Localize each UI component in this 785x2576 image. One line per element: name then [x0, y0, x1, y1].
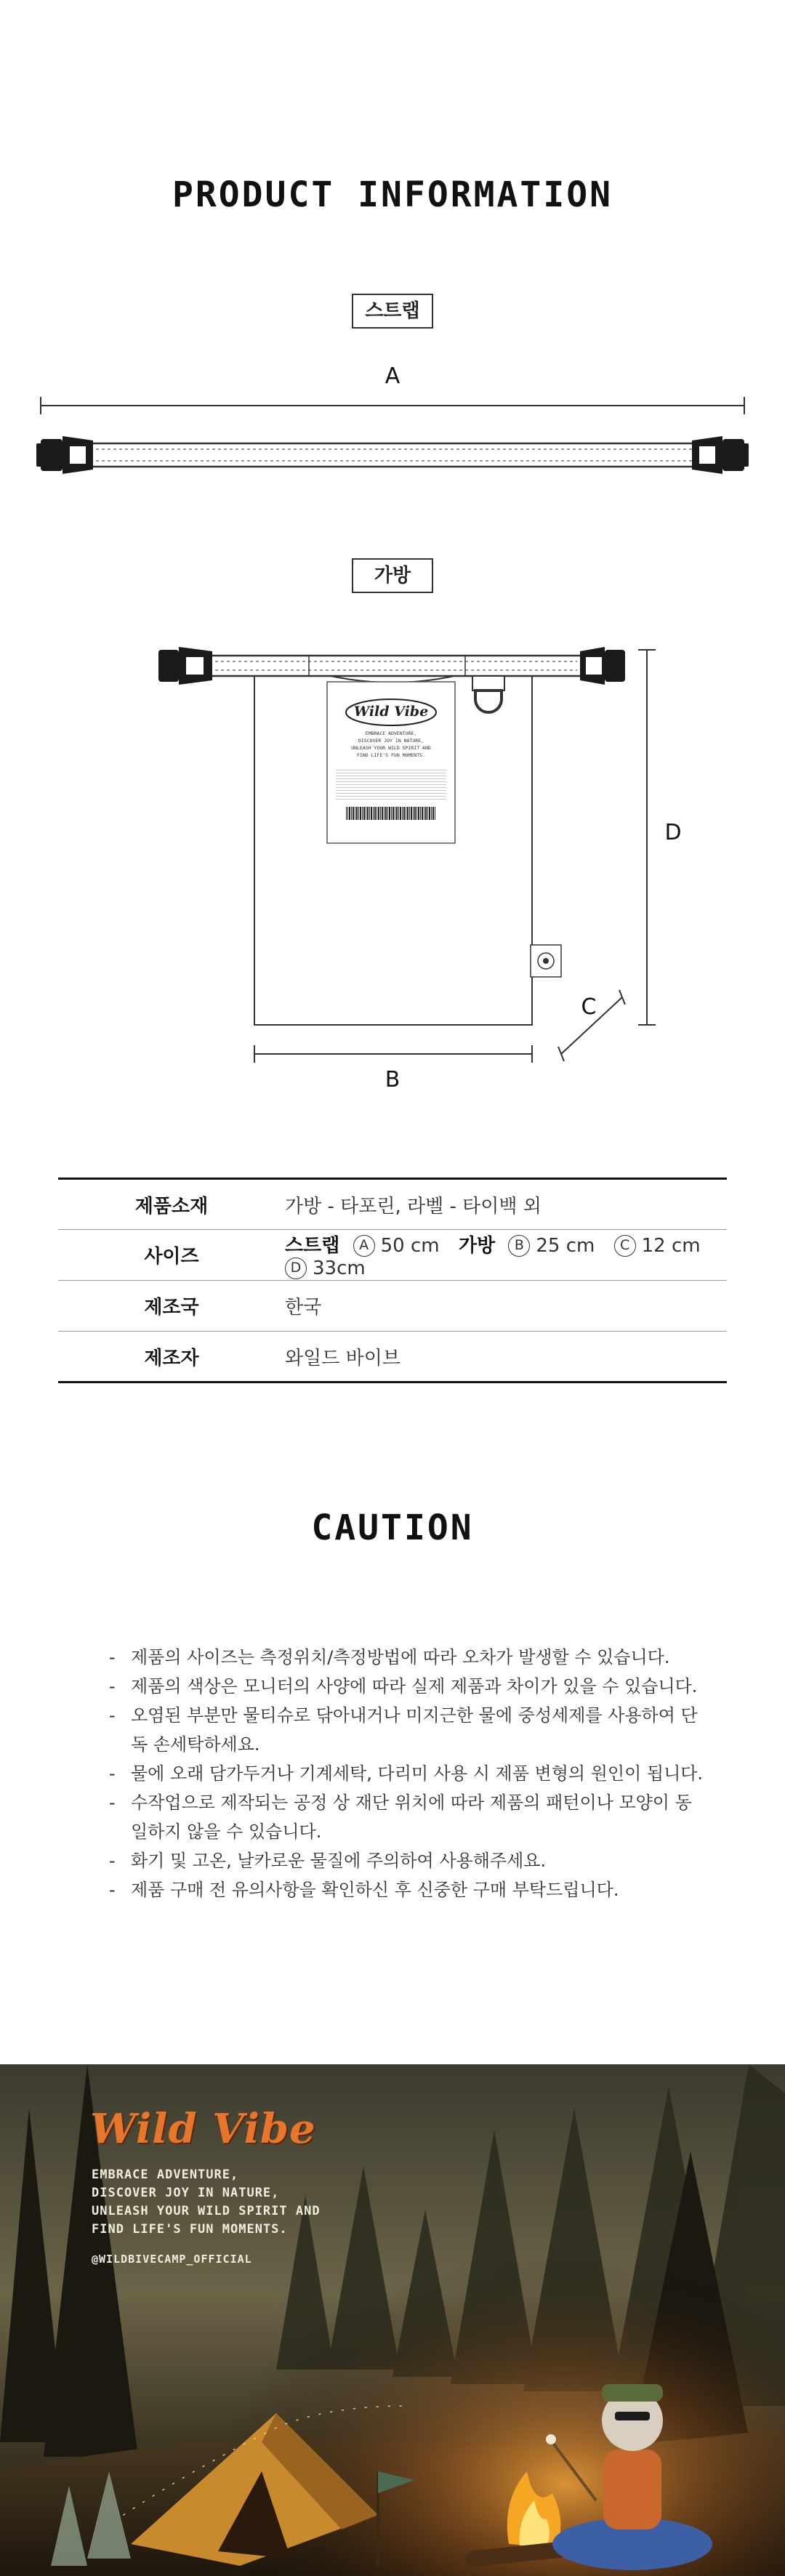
banner-tagline-line: DISCOVER JOY IN NATURE, [92, 2186, 280, 2200]
left-buckle-icon [36, 436, 93, 474]
origin-value: 한국 [285, 1281, 727, 1332]
right-buckle-icon [692, 436, 749, 474]
dimension-c-label: C [581, 994, 597, 1020]
circle-d-icon: D [285, 1257, 307, 1279]
label-tag-fineprint [336, 768, 446, 801]
label-tag-brand: Wild Vibe [353, 704, 429, 720]
section-title-caution: CAUTION [311, 1508, 474, 1548]
bag-right-buckle-icon [580, 647, 625, 685]
caution-list [109, 1643, 705, 1904]
table-row [58, 1281, 727, 1332]
campfire-banner [0, 2064, 785, 2576]
dimension-b-label: B [385, 1067, 400, 1092]
bag-left-buckle-icon [158, 647, 212, 685]
strap-label-box: 스트랩 [352, 294, 433, 329]
list-item: - 수작업으로 제작되는 공정 상 재단 위치에 따라 제품의 패턴이나 모양이 동일하지 않을 수 있습니다. [109, 1788, 705, 1846]
dimension-d-label: D [664, 820, 682, 845]
size-bag-label: 가방 [458, 1234, 496, 1257]
banner-brand-logo: Wild Vibe [90, 2105, 316, 2153]
size-a-value: 50 cm [380, 1234, 440, 1257]
size-c-value: 12 cm [641, 1234, 701, 1257]
label-tag-text [331, 730, 451, 759]
banner-tagline-line: FIND LIFE'S FUN MOMENTS. [92, 2222, 288, 2237]
section-title-product-information: PRODUCT INFORMATION [172, 174, 613, 215]
size-d-value: 33cm [313, 1257, 366, 1279]
list-item: - 물에 오래 담가두거나 기계세탁, 다리미 사용 시 제품 변형의 원인이 됩니다. [109, 1759, 705, 1788]
maker-value: 와일드 바이브 [285, 1332, 727, 1382]
circle-c-icon: C [614, 1235, 636, 1257]
table-row [58, 1230, 727, 1281]
maker-label: 제조자 [58, 1332, 285, 1382]
size-label: 사이즈 [58, 1230, 285, 1281]
label-tag-line: DISCOVER JOY IN NATURE, [358, 738, 424, 744]
list-item: - 제품 구매 전 유의사항을 확인하신 후 신중한 구매 부탁드립니다. [109, 1875, 705, 1904]
origin-label: 제조국 [58, 1281, 285, 1332]
strap-diagram [0, 393, 785, 494]
label-tag-line: EMBRACE ADVENTURE, [365, 730, 417, 736]
list-item: - 오염된 부분만 물티슈로 닦아내거나 미지근한 물에 중성세제를 사용하여 단독 손세탁하세요. [109, 1701, 705, 1759]
size-b-value: 25 cm [536, 1234, 595, 1257]
list-item: - 제품의 사이즈는 측정위치/측정방법에 따라 오차가 발생할 수 있습니다. [109, 1643, 705, 1672]
table-row [58, 1332, 727, 1382]
spec-table [58, 1178, 727, 1383]
list-item: - 제품의 색상은 모니터의 사양에 따라 실제 제품과 차이가 있을 수 있습니다. [109, 1672, 705, 1701]
size-strap-label: 스트랩 [285, 1234, 340, 1257]
label-tag-line: FIND LIFE'S FUN MOMENTS. [357, 752, 425, 758]
table-row [58, 1179, 727, 1230]
material-label: 제품소재 [58, 1179, 285, 1230]
banner-tagline [92, 2166, 426, 2239]
banner-tagline-line: EMBRACE ADVENTURE, [92, 2168, 239, 2182]
circle-b-icon: B [508, 1235, 530, 1257]
material-value: 가방 - 타포린, 라벨 - 타이백 외 [285, 1179, 727, 1230]
banner-tagline-line: UNLEASH YOUR WILD SPIRIT AND [92, 2204, 321, 2218]
bag-diagram [0, 632, 785, 1068]
circle-a-icon: A [353, 1235, 375, 1257]
bag-label-box: 가방 [352, 558, 433, 593]
banner-handle[interactable]: @WILDBIVECAMP_OFFICIAL [92, 2253, 252, 2266]
dimension-a-label: A [385, 363, 400, 389]
list-item: - 화기 및 고온, 날카로운 물질에 주의하여 사용해주세요. [109, 1846, 705, 1875]
label-tag-line: UNLEASH YOUR WILD SPIRIT AND [351, 745, 431, 751]
logo-badge-icon [531, 945, 561, 977]
size-value [285, 1230, 727, 1281]
